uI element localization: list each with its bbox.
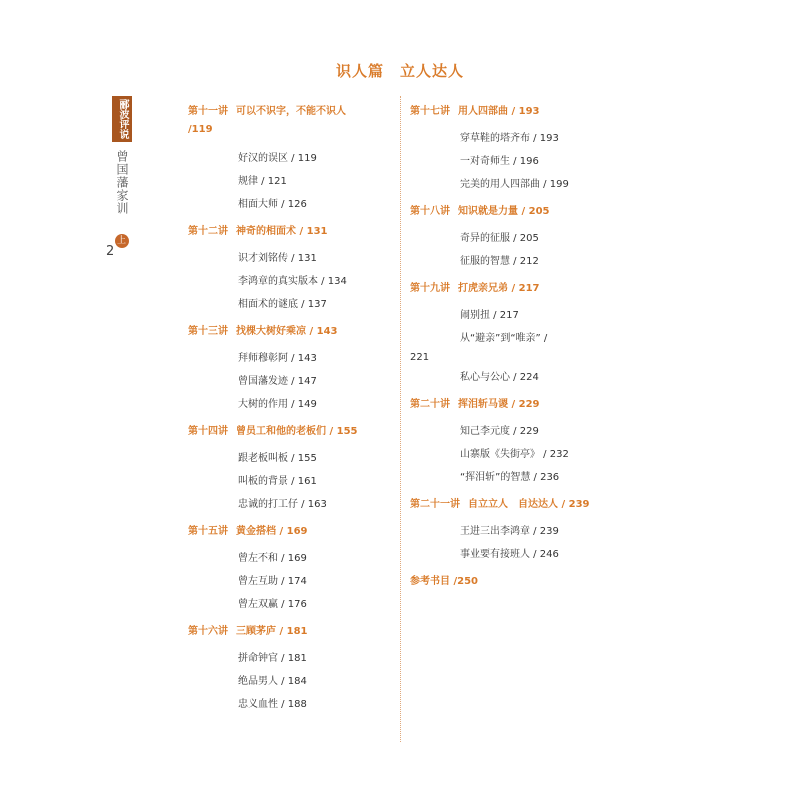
series-name: 曾国藩家训: [115, 150, 129, 215]
chapter-entry: [410, 497, 630, 566]
section-entry[interactable]: 好汉的误区 / 119: [238, 153, 317, 164]
chapter-entry: [188, 104, 393, 216]
section-entry[interactable]: 穿草鞋的塔齐布 / 193: [460, 133, 559, 144]
sidebar: [112, 96, 136, 248]
chapter-number: 第十一讲: [188, 106, 228, 117]
chapter-heading[interactable]: [410, 204, 630, 219]
section-entry[interactable]: 私心与公心 / 224: [460, 372, 539, 383]
chapter-number: 第十三讲: [188, 326, 228, 337]
chapter-number: 第十八讲: [410, 206, 450, 217]
chapter-number: 第十七讲: [410, 106, 450, 117]
section-entry[interactable]: 拜师穆彰阿 / 143: [238, 353, 317, 364]
section-entry[interactable]: 李鸿章的真实版本 / 134: [238, 276, 347, 287]
chapter-heading[interactable]: [410, 497, 630, 512]
chapter-heading[interactable]: [188, 324, 393, 339]
section-entry[interactable]: 曾左互助 / 174: [238, 576, 307, 587]
chapter-number: 第十四讲: [188, 426, 228, 437]
chapter-entry: [188, 524, 393, 616]
chapter-title: 黄金搭档 / 169: [236, 526, 308, 537]
chapter-heading[interactable]: [188, 424, 393, 439]
chapter-title: 可以不识字，不能不识人: [236, 106, 346, 117]
chapter-heading[interactable]: [188, 624, 393, 639]
chapter-entry: [410, 397, 630, 489]
section-entry[interactable]: 曾左不和 / 169: [238, 553, 307, 564]
chapter-title: 神奇的相面术 / 131: [236, 226, 328, 237]
brand-label: 郦波评说: [112, 96, 132, 142]
chapter-entry: [410, 281, 630, 389]
section-entry[interactable]: 忠诚的打工仔 / 163: [238, 499, 327, 510]
section-entry[interactable]: 识才刘铭传 / 131: [238, 253, 317, 264]
chapter-title: 找棵大树好乘凉 / 143: [236, 326, 338, 337]
section-entry[interactable]: 知己李元度 / 229: [460, 426, 539, 437]
chapter-entry: [410, 204, 630, 273]
series-title: [112, 150, 131, 248]
page-title: 识人篇 立人达人: [335, 62, 464, 80]
section-entry[interactable]: 拼命钟官 / 181: [238, 653, 307, 664]
chapter-entry: [410, 574, 630, 589]
chapter-title: 打虎亲兄弟 / 217: [458, 283, 540, 294]
section-text: 从“避亲”到“唯亲” /: [460, 333, 548, 344]
chapter-title: 挥泪斩马谡 / 229: [458, 399, 540, 410]
section-entry[interactable]: 绝品男人 / 184: [238, 676, 307, 687]
section-entry[interactable]: 曾国藩发迹 / 147: [238, 376, 317, 387]
chapter-heading[interactable]: [188, 524, 393, 539]
chapter-entry: [188, 624, 393, 716]
section-entry[interactable]: 一对奇师生 / 196: [460, 156, 539, 167]
toc-right-column: [410, 96, 630, 597]
chapter-entry: [410, 104, 630, 196]
section-page: 221: [410, 352, 430, 363]
chapter-heading[interactable]: [410, 104, 630, 119]
section-entry[interactable]: 王进三出李鸿章 / 239: [460, 526, 559, 537]
section-entry[interactable]: 闹别扭 / 217: [460, 310, 519, 321]
section-entry[interactable]: 事业要有接班人 / 246: [460, 549, 559, 560]
chapter-heading[interactable]: [410, 281, 630, 296]
volume-badge: 上: [116, 236, 127, 246]
section-entry[interactable]: 规律 / 121: [238, 176, 287, 187]
column-divider: [400, 96, 401, 742]
toc-left-column: [188, 96, 393, 718]
section-entry[interactable]: “挥泪斩”的智慧 / 236: [460, 472, 560, 483]
section-entry[interactable]: [410, 327, 630, 366]
chapter-number: 第十二讲: [188, 226, 228, 237]
section-entry[interactable]: 曾左双赢 / 176: [238, 599, 307, 610]
section-entry[interactable]: 忠义血性 / 188: [238, 699, 307, 710]
section-entry[interactable]: 跟老板叫板 / 155: [238, 453, 317, 464]
chapter-entry: [188, 324, 393, 416]
chapter-title: 三顾茅庐 / 181: [236, 626, 308, 637]
chapter-heading[interactable]: [410, 397, 630, 412]
chapter-page: /119: [188, 124, 213, 135]
chapter-title: 用人四部曲 / 193: [458, 106, 540, 117]
section-entry[interactable]: 完美的用人四部曲 / 199: [460, 179, 569, 190]
page-number: 2: [106, 244, 115, 259]
chapter-title: 曾员工和他的老板们 / 155: [236, 426, 358, 437]
chapter-title: 参考书目 /250: [410, 576, 479, 587]
section-entry[interactable]: 相面术的谜底 / 137: [238, 299, 327, 310]
chapter-number: 第十六讲: [188, 626, 228, 637]
chapter-heading[interactable]: [188, 104, 393, 119]
chapter-number: 第二十一讲: [410, 499, 460, 510]
chapter-heading[interactable]: [188, 224, 393, 239]
chapter-title: 自立立人 自达达人 / 239: [468, 499, 590, 510]
chapter-heading[interactable]: [410, 574, 630, 589]
section-entry[interactable]: 叫板的背景 / 161: [238, 476, 317, 487]
chapter-entry: [188, 224, 393, 316]
section-entry[interactable]: 征服的智慧 / 212: [460, 256, 539, 267]
chapter-entry: [188, 424, 393, 516]
section-entry[interactable]: 相面大师 / 126: [238, 199, 307, 210]
section-entry[interactable]: 大树的作用 / 149: [238, 399, 317, 410]
chapter-number: 第十五讲: [188, 526, 228, 537]
section-entry[interactable]: 奇异的征服 / 205: [460, 233, 539, 244]
section-entry[interactable]: 山寨版《失街亭》 / 232: [460, 449, 569, 460]
chapter-number: 第十九讲: [410, 283, 450, 294]
chapter-number: 第二十讲: [410, 399, 450, 410]
chapter-title: 知识就是力量 / 205: [458, 206, 550, 217]
